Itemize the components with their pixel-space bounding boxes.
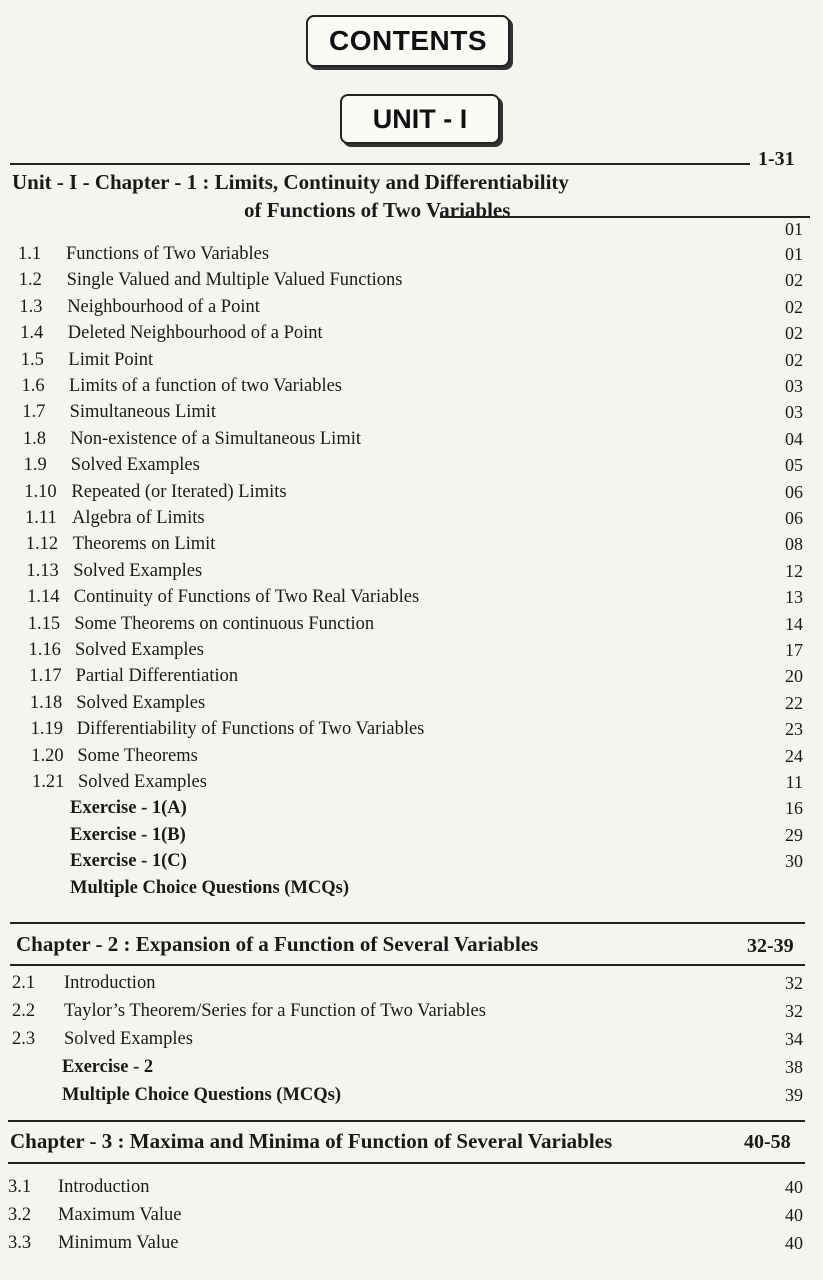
chapter2-heading-rule [10, 964, 805, 966]
toc-entry-title: Minimum Value [58, 1233, 179, 1253]
toc-entry-page: 06 [785, 508, 803, 528]
toc-entry [0, 402, 823, 428]
toc-entry [0, 1233, 823, 1259]
toc-entry-number: 1.6 [21, 376, 45, 396]
toc-entry [0, 508, 823, 534]
toc-entry-number: 2.2 [12, 1001, 36, 1021]
toc-entry [0, 746, 823, 772]
toc-entry-title: Some Theorems [77, 745, 198, 766]
toc-entry-page: 40 [785, 1205, 803, 1225]
toc-entry [0, 587, 823, 613]
chapter1-heading-line1: Unit - I - Chapter - 1 : Limits, Continuity and Differentiability [12, 170, 569, 194]
toc-entry [0, 1001, 823, 1027]
toc-entry-title: Non-existence of a Simultaneous Limit [70, 428, 361, 449]
toc-entry-number: 1.12 [25, 534, 59, 555]
contents-heading: CONTENTS [306, 15, 510, 67]
toc-entry-number: 1.14 [27, 587, 60, 608]
toc-entry-title: Exercise - 2 [62, 1057, 154, 1077]
toc-entry-number: 1.9 [23, 455, 47, 476]
chapter2-heading: Chapter - 2 : Expansion of a Function of Several Variables [16, 932, 539, 956]
toc-entry-page: 02 [785, 296, 803, 317]
toc-entry-title: Exercise - 1(C) [70, 851, 187, 872]
toc-entry [0, 270, 823, 296]
toc-entry [0, 878, 823, 904]
toc-entry-title: Solved Examples [75, 640, 204, 660]
toc-entry [0, 666, 823, 692]
toc-entry-page: 30 [785, 851, 803, 872]
toc-entry-number: 1.8 [22, 428, 47, 449]
chapter1-first-page-row [0, 219, 823, 245]
toc-entry-number: 3.1 [8, 1177, 32, 1197]
toc-entry [0, 772, 823, 798]
toc-entry-title: Limits of a function of two Variables [69, 376, 342, 396]
toc-entry [0, 1177, 823, 1203]
toc-entry [0, 376, 823, 402]
toc-entry [0, 614, 823, 640]
toc-entry-number: 2.3 [12, 1029, 36, 1049]
toc-entry-page: 22 [785, 692, 803, 713]
toc-entry-title: Some Theorems on continuous Function [74, 613, 375, 634]
toc-entry-title: Algebra of Limits [72, 508, 205, 528]
toc-entry-number: 1.20 [31, 745, 64, 766]
chapter1-top-rule [10, 163, 750, 165]
toc-entry-page: 16 [785, 798, 803, 819]
toc-entry-title: Multiple Choice Questions (MCQs) [62, 1085, 342, 1105]
toc-entry-title: Multiple Choice Questions (MCQs) [70, 877, 350, 898]
toc-entry-number: 2.1 [12, 973, 36, 993]
toc-entry-page: 13 [785, 587, 803, 608]
toc-entry-page: 34 [785, 1029, 803, 1049]
toc-entry-page: 01 [785, 244, 803, 264]
toc-entry-title: Limit Point [68, 349, 154, 370]
toc-entry-number: 1.2 [18, 270, 42, 291]
toc-entry-page: 32 [785, 1001, 803, 1021]
toc-entry-title: Repeated (or Iterated) Limits [71, 481, 287, 502]
unit-heading: UNIT - I [340, 94, 500, 144]
toc-entry [0, 323, 823, 349]
toc-entry-title: Functions of Two Variables [66, 244, 270, 264]
toc-entry-page: 12 [785, 560, 803, 581]
toc-entry-page: 02 [785, 270, 803, 291]
toc-entry-page: 40 [785, 1177, 803, 1197]
toc-entry-page: 03 [785, 402, 803, 423]
toc-entry [0, 851, 823, 877]
toc-entry-title: Solved Examples [73, 560, 203, 581]
toc-entry-title: Solved Examples [64, 1029, 193, 1049]
toc-entry [0, 350, 823, 376]
toc-entry [0, 297, 823, 323]
toc-entry-page: 38 [785, 1057, 803, 1077]
toc-entry-number: 1.17 [29, 666, 62, 687]
toc-entry [0, 561, 823, 587]
toc-entry-title: Theorems on Limit [72, 534, 216, 555]
toc-entry-title: Exercise - 1(B) [70, 824, 186, 845]
toc-entry-number: 1.19 [30, 719, 63, 740]
toc-entry-page: 02 [785, 323, 803, 344]
toc-entry-title: Introduction [58, 1177, 150, 1197]
toc-entry-title: Solved Examples [78, 772, 207, 792]
toc-entry-page: 40 [785, 1233, 803, 1253]
chapter1-heading-line2: of Functions of Two Variables [244, 198, 511, 222]
toc-entry [0, 973, 823, 999]
toc-entry-title: Solved Examples [70, 455, 200, 476]
toc-entry-page: 32 [785, 973, 803, 993]
toc-entry [0, 244, 823, 270]
toc-entry-title: Deleted Neighbourhood of a Point [67, 323, 323, 344]
toc-entry [0, 534, 823, 560]
toc-entry-title: Simultaneous Limit [69, 402, 217, 423]
toc-entry [0, 455, 823, 481]
toc-entry-title: Solved Examples [76, 692, 206, 713]
toc-entry-number: 1.15 [27, 613, 61, 634]
chapter3-heading-rule [8, 1162, 805, 1164]
toc-entry-number: 1.1 [18, 244, 42, 264]
toc-entry-title: Differentiability of Functions of Two Variables [76, 719, 425, 740]
toc-entry [0, 1085, 823, 1111]
toc-entry-title: Maximum Value [58, 1205, 182, 1225]
toc-entry [0, 693, 823, 719]
toc-entry [0, 719, 823, 745]
toc-entry [0, 1057, 823, 1083]
chapter1-first-page: 01 [785, 219, 803, 239]
chapter3-top-rule [8, 1120, 805, 1122]
toc-entry-title: Exercise - 1(A) [70, 798, 187, 819]
toc-entry-number: 1.21 [32, 772, 65, 792]
toc-entry [0, 482, 823, 508]
toc-entry [0, 1205, 823, 1231]
toc-entry [0, 429, 823, 455]
toc-entry-page: 04 [785, 428, 803, 449]
toc-entry [0, 640, 823, 666]
toc-entry-page: 29 [785, 824, 803, 845]
toc-entry-title: Taylor’s Theorem/Series for a Function of Two Variables [64, 1001, 486, 1021]
toc-entry-page: 08 [785, 534, 803, 555]
chapter1-page-range: 1-31 [758, 148, 795, 170]
toc-entry-page: 03 [785, 376, 803, 396]
toc-entry-number: 1.11 [25, 508, 57, 528]
toc-entry [0, 1029, 823, 1055]
toc-entry-page: 39 [785, 1085, 803, 1105]
toc-entry-title: Partial Differentiation [75, 666, 239, 687]
toc-entry-number: 3.2 [8, 1205, 32, 1225]
toc-entry-number: 1.3 [19, 296, 43, 317]
toc-entry-page: 23 [785, 719, 803, 740]
chapter3-page-range: 40-58 [744, 1131, 791, 1153]
toc-entry-page: 05 [785, 455, 803, 476]
toc-entry-title: Continuity of Functions of Two Real Variables [73, 587, 420, 608]
toc-entry [0, 798, 823, 824]
toc-entry-page: 20 [785, 666, 803, 687]
toc-entry [0, 825, 823, 851]
toc-entry-number: 1.4 [20, 323, 44, 344]
toc-entry-number: 3.3 [8, 1233, 32, 1253]
toc-entry-title: Introduction [64, 973, 156, 993]
toc-entry-number: 1.13 [26, 560, 59, 581]
chapter1-heading-rule [440, 216, 810, 218]
toc-entry-number: 1.16 [28, 640, 61, 660]
chapter2-page-range: 32-39 [747, 935, 794, 957]
toc-entry-page: 11 [785, 772, 803, 792]
toc-entry-page: 17 [785, 640, 803, 660]
toc-entry-page: 14 [785, 613, 803, 634]
toc-entry-page: 02 [785, 349, 803, 370]
chapter2-top-rule [10, 922, 805, 924]
toc-entry-title: Neighbourhood of a Point [67, 296, 260, 317]
toc-entry-page: 24 [785, 745, 803, 766]
toc-entry-number: 1.7 [22, 402, 46, 423]
toc-entry-page: 06 [785, 481, 803, 502]
toc-entry-number: 1.10 [24, 481, 57, 502]
chapter3-heading: Chapter - 3 : Maxima and Minima of Function of Several Variables [10, 1129, 613, 1153]
toc-entry-title: Single Valued and Multiple Valued Functions [66, 270, 403, 291]
toc-entry-number: 1.5 [20, 349, 44, 370]
toc-entry-number: 1.18 [29, 692, 63, 713]
